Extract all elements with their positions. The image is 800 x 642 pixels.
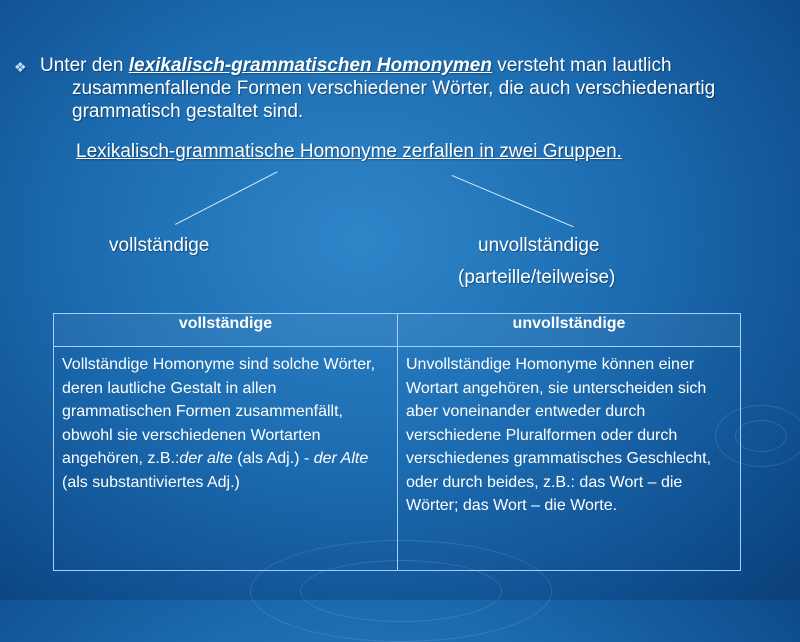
intro-suffix: versteht man lautlich zusammenfallende Formen verschiedener Wörter, die auch verschiedenartig grammatisch gestaltet sind. <box>72 55 716 122</box>
intro-text <box>40 54 760 123</box>
table-header-row <box>54 314 741 347</box>
table-cell-partial-homonyms: Unvollständige Homonyme können einer Wortart angehören, sie unterscheiden sich aber voneinander entweder durch verschiedene Pluralformen oder durch verschiedenes grammatisches Geschlecht, oder durch beides, z.B.: das Wort – die Wörter; das Wort – die Worte. <box>398 347 741 571</box>
example-term: der Alte <box>313 450 369 467</box>
table-row <box>54 347 741 571</box>
table-cell-full-homonyms <box>54 347 398 571</box>
cell-text: (als substantiviertes Adj.) <box>62 473 240 491</box>
branch-label-left: vollständige <box>109 235 210 256</box>
branch-label-right: unvollständige <box>478 235 600 256</box>
example-term: der alte <box>179 450 233 467</box>
comparison-table <box>53 313 741 571</box>
bullet-icon: ❖ <box>14 59 27 75</box>
cell-text: (als Adj.) - <box>232 450 314 467</box>
groups-sentence: Lexikalisch-grammatische Homonyme zerfallen in zwei Gruppen. <box>76 141 622 162</box>
branch-line-left <box>175 171 278 225</box>
branch-line-right <box>452 175 574 227</box>
table-header-cell: unvollständige <box>398 314 741 347</box>
intro-paragraph <box>14 54 760 123</box>
table-header-cell: vollständige <box>54 314 398 347</box>
branch-label-right-note: (parteille/teilweise) <box>458 267 616 288</box>
intro-prefix: Unter den <box>40 55 129 76</box>
cell-text: Vollständige Homonyme sind solche Wörter, deren lautliche Gestalt in allen grammatischen Formen zusammenfällt, obwohl sie verschiedenen Wortarten angehören, z.B.: <box>62 356 376 467</box>
intro-term: lexikalisch-grammatischen Homonymen <box>128 55 492 76</box>
